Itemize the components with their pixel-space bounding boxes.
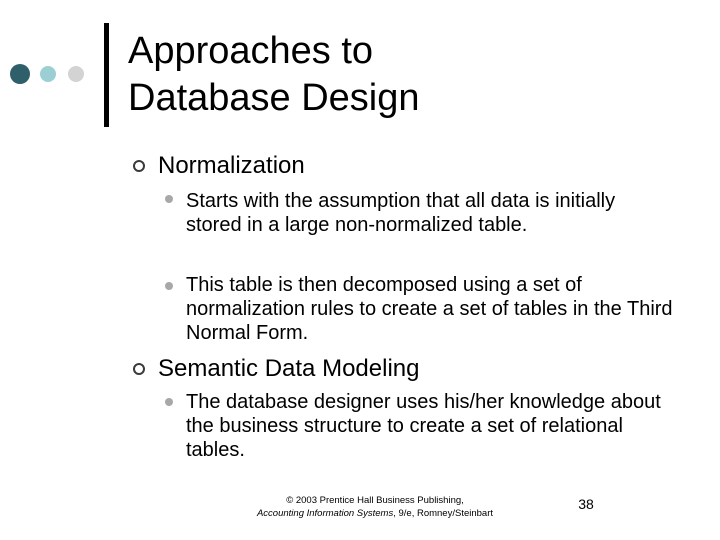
decoration-dot-dark [10, 64, 30, 84]
dot-bullet-icon [165, 282, 173, 290]
section-heading-normalization: Normalization [158, 152, 305, 179]
footer-book-title: Accounting Information Systems [256, 508, 394, 519]
footer-copyright: © 2003 Prentice Hall Business Publishing, [286, 495, 464, 506]
slide-title-line-2: Database Design [128, 77, 420, 119]
footer-book-suffix: , 9/e, Romney/Steinbart [393, 508, 494, 519]
bullet-item-designer: The database designer uses his/her knowledge about the business structure to create a set of relational tables. [186, 391, 661, 461]
slide-title-line-1: Approaches to [128, 30, 374, 72]
ring-bullet-icon [133, 363, 145, 375]
ring-bullet-icon [133, 160, 145, 172]
footer-book-line [230, 507, 520, 520]
title-divider-bar [104, 23, 109, 127]
bullet-item-assumption: Starts with the assumption that all data is initially stored in a large non-normalized table. [186, 190, 616, 236]
section-heading-semantic-modeling: Semantic Data Modeling [158, 355, 420, 382]
decoration-dot-gray [68, 66, 84, 82]
footer-citation [230, 494, 520, 520]
decoration-dot-teal [40, 66, 56, 82]
slide-title [128, 28, 688, 122]
dot-bullet-icon [165, 398, 173, 406]
page-number: 38 [578, 496, 594, 512]
dot-bullet-icon [165, 195, 173, 203]
bullet-item-decompose: This table is then decomposed using a set of normalization rules to create a set of tables in the Third Normal Form. [186, 274, 673, 344]
